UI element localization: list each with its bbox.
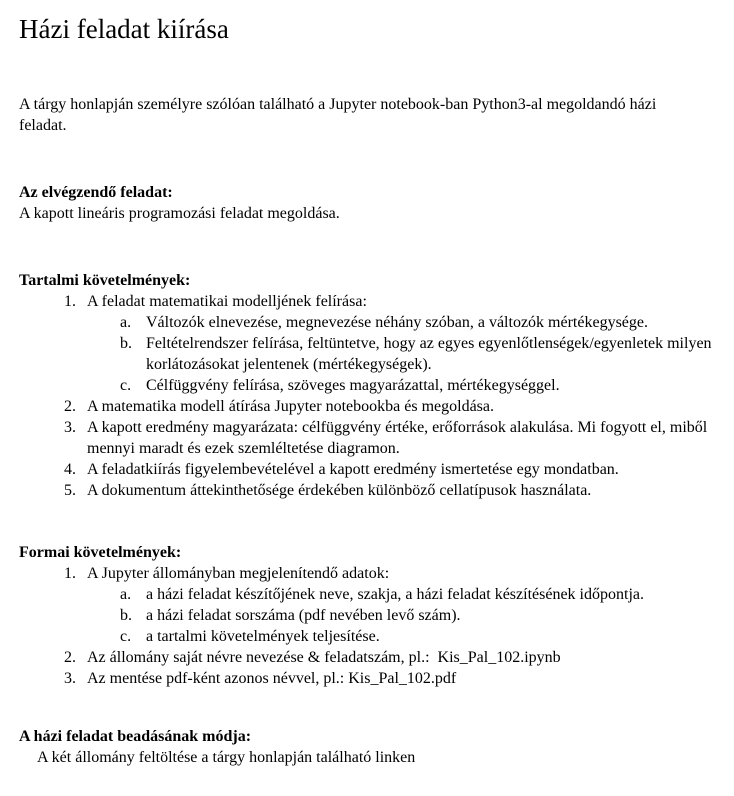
- list-marker: 4.: [64, 461, 76, 478]
- list-item-text: Feltételrendszer felírása, feltüntetve, hogy az egyes egyenlőtlenségek/egyenletek milyen korlátozásokat jelentenek (mértékegységek).: [146, 335, 716, 373]
- section-heading-content-requirements: Tartalmi követelmények:: [19, 272, 191, 289]
- section-format-requirements: [19, 542, 714, 689]
- list-subitem: [19, 584, 714, 605]
- list-item: [19, 291, 714, 312]
- list-subitem: [19, 333, 714, 375]
- page-title: Házi feladat kiírása: [19, 14, 229, 44]
- list-subitem: [19, 375, 714, 396]
- list-marker: b.: [120, 607, 132, 624]
- list-marker: a.: [120, 586, 132, 603]
- list-marker: 1.: [64, 565, 76, 582]
- list-item-text: a házi feladat sorszáma (pdf nevében levő szám).: [146, 607, 461, 624]
- list-item-text: a tartalmi követelmények teljesítése.: [146, 628, 380, 645]
- section-task: [19, 182, 714, 224]
- list-item: [19, 668, 714, 689]
- intro-paragraph: A tárgy honlapján személyre szólóan található a Jupyter notebook-ban Python3-al megoldandó házi feladat.: [19, 96, 657, 134]
- section-submission: [19, 726, 714, 768]
- list-subitem: [19, 312, 714, 333]
- section-heading-format-requirements: Formai követelmények:: [19, 544, 182, 561]
- section-body-submission: A két állomány feltöltése a tárgy honlapján található linken: [37, 749, 416, 766]
- list-subitem: [19, 626, 714, 647]
- list-marker: a.: [120, 314, 132, 331]
- list-marker: 3.: [64, 419, 76, 436]
- section-heading-task: Az elvégzendő feladat:: [19, 184, 173, 201]
- list-item-text: A feladat matematikai modelljének felírása:: [87, 293, 367, 310]
- list-item: [19, 459, 714, 480]
- list-item-text: a házi feladat készítőjének neve, szakja, a házi feladat készítésének időpontja.: [146, 586, 644, 603]
- list-item-text: Változók elnevezése, megnevezése néhány szóban, a változók mértékegysége.: [146, 314, 648, 331]
- list-marker: c.: [120, 628, 132, 645]
- list-marker: 5.: [64, 482, 76, 499]
- list-item: [19, 647, 714, 668]
- list-item: [19, 563, 714, 584]
- list-item-text: A dokumentum áttekinthetősége érdekében különböző cellatípusok használata.: [87, 482, 592, 499]
- list-marker: c.: [120, 377, 132, 394]
- list-item-text: A Jupyter állományban megjelenítendő adatok:: [87, 565, 390, 582]
- list-marker: 2.: [64, 649, 76, 666]
- list-item-text: Célfüggvény felírása, szöveges magyarázattal, mértékegységgel.: [146, 377, 560, 394]
- section-body-task: A kapott lineáris programozási feladat megoldása.: [19, 205, 340, 222]
- list-marker: 1.: [64, 293, 76, 310]
- list-item-text: A feladatkiírás figyelembevételével a kapott eredmény ismertetése egy mondatban.: [87, 461, 619, 478]
- list-marker: 3.: [64, 670, 76, 687]
- list-item: [19, 480, 714, 501]
- list-subitem: [19, 605, 714, 626]
- section-content-requirements: [19, 270, 714, 501]
- list-marker: b.: [120, 335, 132, 352]
- list-item-text: Az mentése pdf-ként azonos névvel, pl.: Kis_Pal_102.pdf: [87, 670, 457, 687]
- list-item-text: A kapott eredmény magyarázata: célfüggvény értéke, erőforrások alakulása. Mi fogyott el, miből mennyi maradt és ezek szemléltetése diagramon.: [87, 419, 712, 457]
- list-marker: 2.: [64, 398, 76, 415]
- section-heading-submission: A házi feladat beadásának módja:: [19, 728, 252, 745]
- list-item-text: Az állomány saját névre nevezése & feladatszám, pl.: Kis_Pal_102.ipynb: [87, 649, 561, 666]
- list-item: [19, 417, 714, 459]
- list-item: [19, 396, 714, 417]
- list-item-text: A matematika modell átírása Jupyter notebookba és megoldása.: [87, 398, 494, 415]
